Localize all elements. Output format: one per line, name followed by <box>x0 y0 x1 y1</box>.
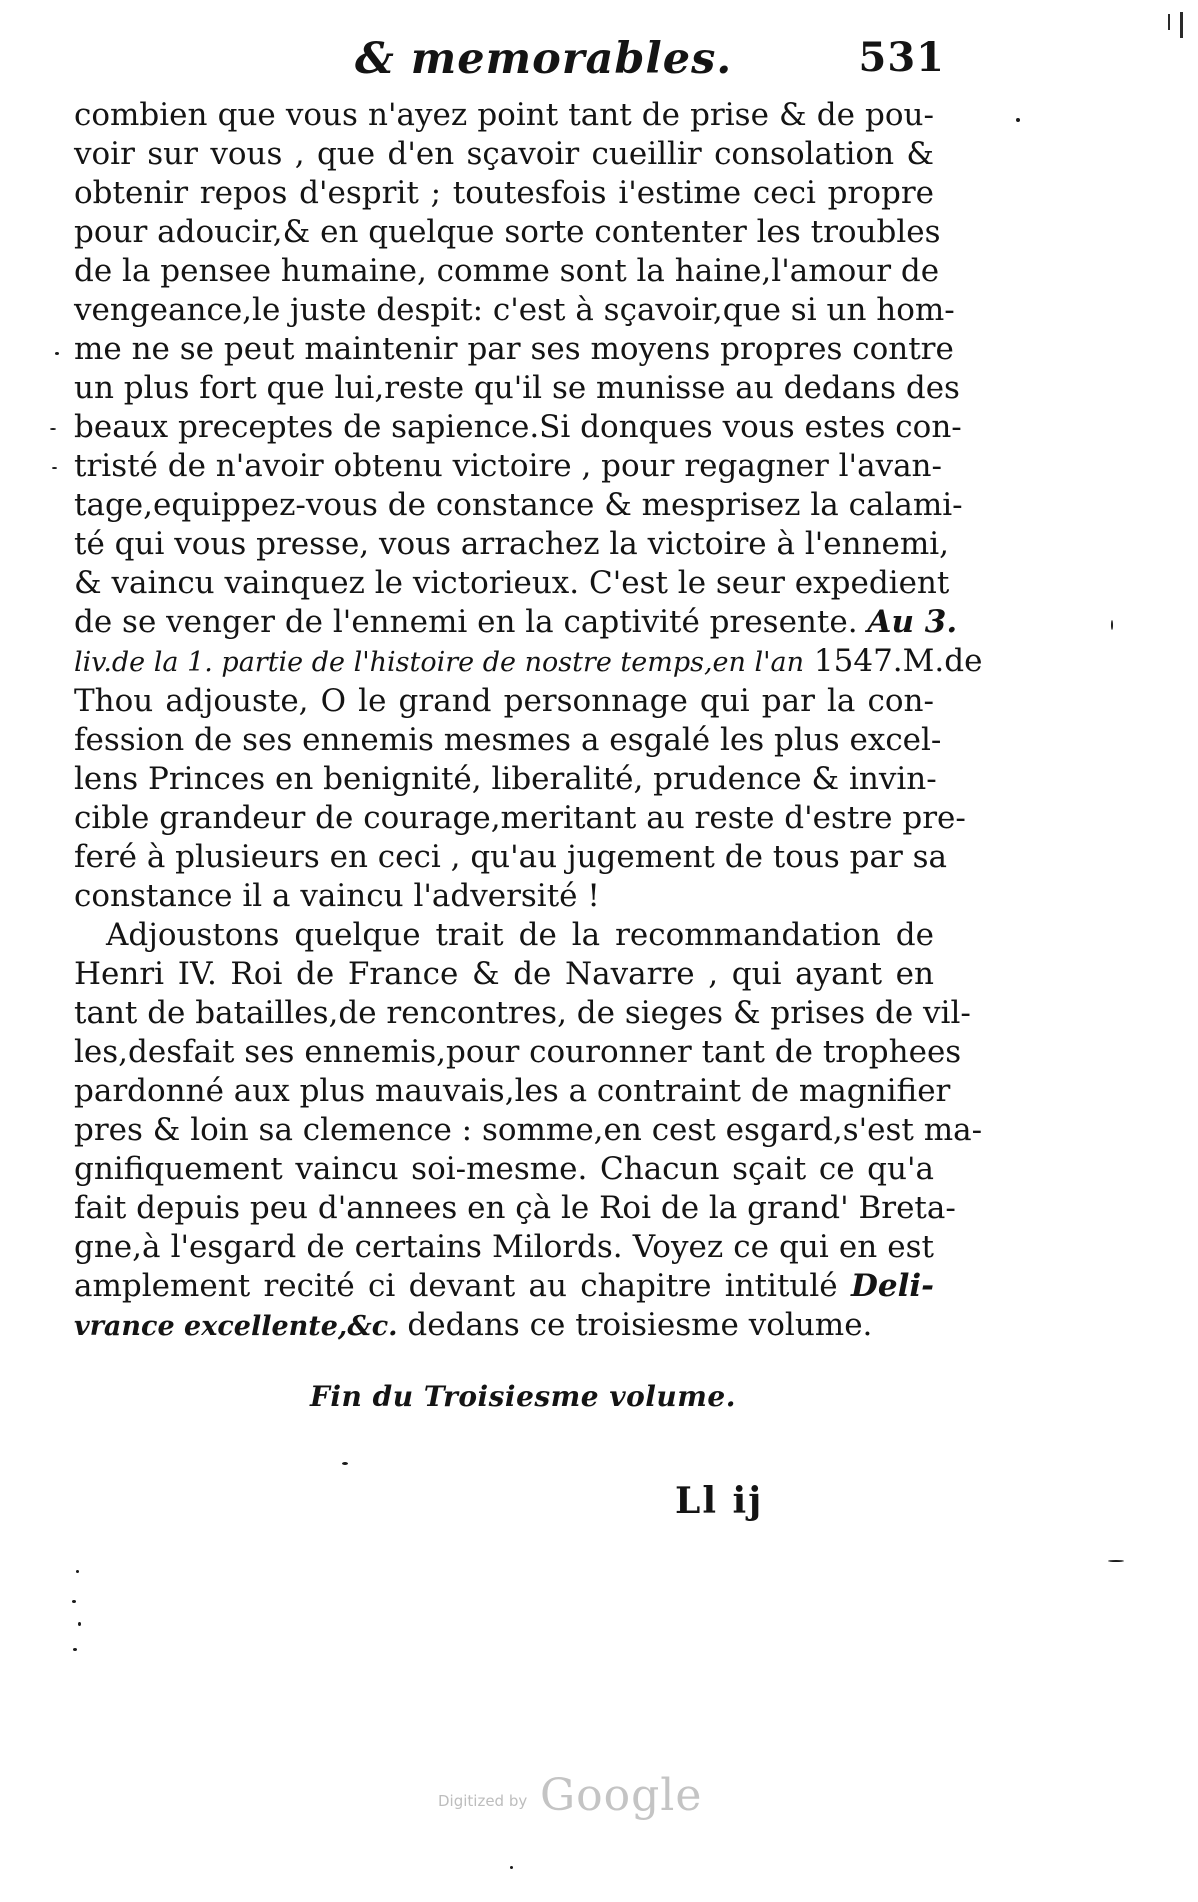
scan-speck <box>510 1866 513 1869</box>
citation-line <box>74 642 983 682</box>
text-line: les,desfait ses ennemis,pour couronner tant de trophees <box>74 1034 962 1070</box>
text-line: fession de ses ennemis mesmes a esgalé les plus excel- <box>74 722 942 758</box>
text-line: tage,equippez-vous de constance & mesprisez la calami- <box>74 487 963 523</box>
scan-speck <box>78 1622 81 1626</box>
text-line: vengeance,le juste despit: c'est à sçavoir,que si un hom- <box>74 292 955 328</box>
text-line: tant de batailles,de rencontres, de sieges & prises de vil- <box>74 995 971 1031</box>
scan-speck <box>50 428 56 430</box>
text-line: fait depuis peu d'annees en çà le Roi de la grand' Breta- <box>74 1190 956 1226</box>
text-line: de la pensee humaine, comme sont la haine,l'amour de <box>74 253 940 289</box>
text-line: un plus fort que lui,reste qu'il se munisse au dedans des <box>74 370 960 406</box>
scan-speck <box>52 467 57 469</box>
scan-speck <box>1111 620 1113 630</box>
watermark-brand: Google <box>540 1770 703 1821</box>
text-line: lens Princes en benignité, liberalité, prudence & invin- <box>74 761 937 797</box>
citation-year: 1547.M.de <box>813 643 983 679</box>
scan-speck <box>72 1600 76 1603</box>
text-line: gne,à l'esgard de certains Milords. Voyez ce qui en est <box>74 1229 934 1265</box>
text-line: de se venger de l'ennemi en la captivité presente. <box>74 604 858 640</box>
citation-source: liv.de la 1. partie de l'histoire de nostre temps,en l'an <box>74 647 805 678</box>
text-line: cible grandeur de courage,meritant au reste d'estre pre- <box>74 800 966 836</box>
text-line: beaux preceptes de sapience.Si donques vous estes con- <box>74 409 962 445</box>
scan-speck <box>73 1648 77 1651</box>
text-line: té qui vous presse, vous arrachez la victoire à l'ennemi, <box>74 526 950 562</box>
text-line: Thou adjouste, O le grand personnage qui par la con- <box>74 683 934 719</box>
text-line: combien que vous n'ayez point tant de prise & de pou- <box>74 97 934 133</box>
text-line: Henri IV. Roi de France & de Navarre , qui ayant en <box>74 956 934 992</box>
body-text <box>74 96 983 1346</box>
scan-speck <box>76 1570 79 1573</box>
text-line: gnifiquement vaincu soi-mesme. Chacun sçait ce qu'a <box>74 1151 934 1187</box>
text-line-with-citation <box>74 603 958 642</box>
text-line: tristé de n'avoir obtenu victoire , pour regagner l'avan- <box>74 448 942 484</box>
text-line: Adjoustons quelque trait de la recommandation de <box>106 917 934 953</box>
scan-speck <box>1108 1560 1124 1562</box>
text-line: amplement recité ci devant au chapitre intitulé <box>74 1268 838 1304</box>
text-line: dedans ce troisiesme volume. <box>407 1307 873 1343</box>
colophon: Fin du Troisiesme volume. <box>310 1380 736 1413</box>
text-line: obtenir repos d'esprit ; toutesfois i'estime ceci propre <box>74 175 934 211</box>
text-line-final <box>74 1306 934 1346</box>
citation-marker: Au 3. <box>867 604 958 640</box>
signature-mark: Ll ij <box>675 1480 764 1522</box>
text-line: pour adoucir,& en quelque sorte contenter les troubles <box>74 214 941 250</box>
text-line: feré à plusieurs en ceci , qu'au jugement de tous par sa <box>74 839 948 875</box>
digitization-watermark <box>438 1770 758 1830</box>
text-line: voir sur vous , que d'en sçavoir cueillir consolation & <box>74 136 934 172</box>
running-head: & memorables. <box>355 34 733 84</box>
page-number: 531 <box>858 34 945 81</box>
page-header <box>355 34 945 90</box>
watermark-prefix: Digitized by <box>438 1792 528 1810</box>
scan-mark <box>1168 14 1170 30</box>
chapter-title-part: vrance excellente,&c. <box>74 1311 398 1342</box>
scan-mark <box>1180 12 1183 38</box>
text-line: & vaincu vainquez le victorieux. C'est le seur expedient <box>74 565 950 601</box>
text-line: me ne se peut maintenir par ses moyens propres contre <box>74 331 954 367</box>
scan-speck <box>342 1462 348 1465</box>
chapter-title-part: Deli- <box>850 1268 934 1304</box>
text-line: pardonné aux plus mauvais,les a contraint de magnifier <box>74 1073 951 1109</box>
text-line: constance il a vaincu l'adversité ! <box>74 878 600 914</box>
scan-speck <box>55 352 59 355</box>
text-line: pres & loin sa clemence : somme,en cest esgard,s'est ma- <box>74 1112 983 1148</box>
text-line-with-title <box>74 1267 934 1306</box>
scan-speck <box>1016 118 1020 122</box>
